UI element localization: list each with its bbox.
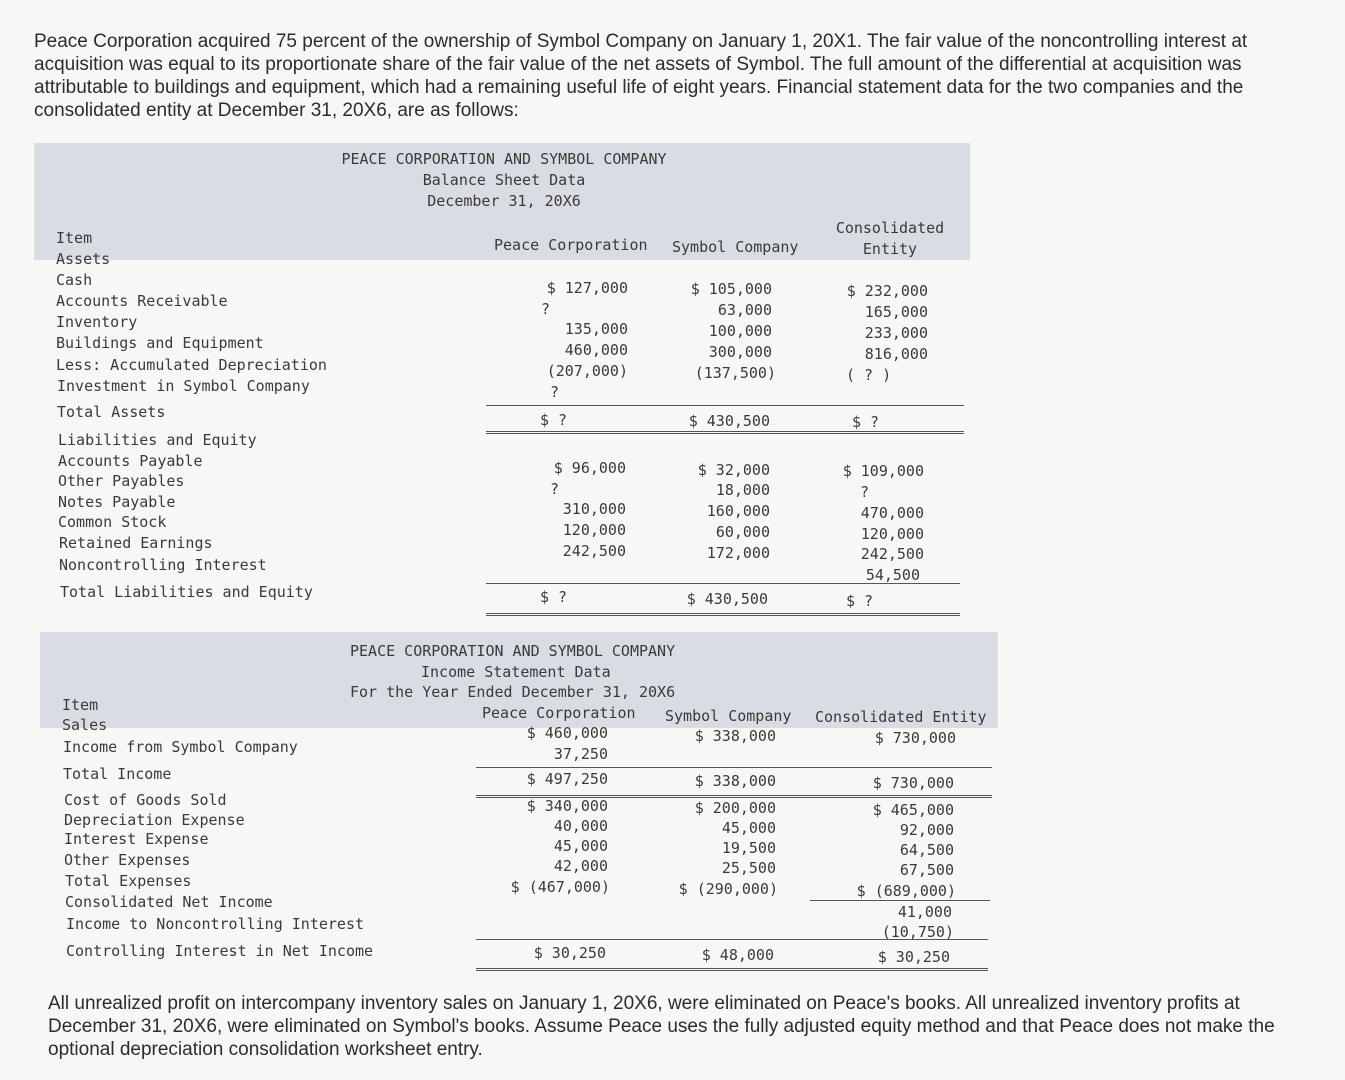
cell-peace: ? (541, 300, 551, 318)
is-subtitle: Income Statement Data (421, 663, 611, 681)
cell-peace: 37,250 (553, 745, 608, 763)
cell-peace: $ ? (540, 411, 568, 429)
cell-symbol: $ 105,000 (690, 280, 772, 298)
bs-assets-header: Assets (56, 250, 111, 268)
row-label: Less: Accumulated Depreciation (56, 356, 327, 374)
cell-consol: $ 465,000 (872, 801, 954, 819)
cell-symbol: $ 338,000 (694, 772, 776, 790)
cell-peace: $ 30,250 (533, 944, 606, 962)
cell-consol: $ ? (846, 592, 874, 610)
cell-symbol: $ (290,000) (678, 880, 778, 898)
cell-peace: 42,000 (553, 857, 608, 875)
cell-consol: 92,000 (899, 821, 954, 839)
row-label: Other Payables (58, 472, 185, 490)
rule (810, 900, 990, 901)
cell-consol: $ 109,000 (842, 462, 924, 480)
cell-peace: $ (467,000) (510, 878, 610, 896)
row-label: Interest Expense (64, 830, 209, 848)
cell-consol: ? (860, 483, 870, 501)
cell-peace: $ 460,000 (526, 724, 608, 742)
row-label: Inventory (56, 313, 138, 331)
row-label: Cost of Goods Sold (64, 791, 227, 809)
cell-consol: 67,500 (899, 861, 954, 879)
cell-symbol: 18,000 (715, 481, 770, 499)
bs-date: December 31, 20X6 (427, 192, 581, 210)
double-rule (486, 431, 964, 434)
row-label: Controlling Interest in Net Income (66, 942, 374, 960)
cell-consol: 64,500 (899, 841, 954, 859)
cell-symbol: $ 338,000 (694, 727, 776, 745)
cell-peace: 135,000 (564, 320, 628, 338)
cell-symbol: $ 430,500 (688, 412, 770, 430)
double-rule (476, 968, 988, 971)
cell-consol: $ 730,000 (872, 774, 954, 792)
bs-col-symbol: Symbol Company (672, 238, 799, 256)
cell-consol: 41,000 (897, 903, 952, 921)
row-label: Buildings and Equipment (56, 334, 264, 352)
rule (486, 405, 964, 406)
cell-symbol: 60,000 (715, 523, 770, 541)
row-label: Other Expenses (64, 851, 191, 869)
cell-peace: 40,000 (553, 817, 608, 835)
cell-symbol: 25,500 (721, 859, 776, 877)
cell-consol: ( ? ) (846, 366, 892, 384)
row-label: Total Expenses (65, 872, 192, 890)
bs-liab-header: Liabilities and Equity (58, 431, 257, 449)
row-label: Investment in Symbol Company (57, 377, 310, 395)
row-label: Income from Symbol Company (63, 738, 298, 756)
bs-col-peace: Peace Corporation (494, 236, 648, 254)
cell-symbol: 19,500 (721, 839, 776, 857)
cell-peace: 310,000 (562, 500, 626, 518)
cell-peace: (207,000) (546, 362, 628, 380)
bs-col-consol-2: Entity (862, 240, 918, 258)
cell-consol: 470,000 (860, 504, 924, 522)
cell-symbol: 172,000 (706, 544, 770, 562)
bs-subtitle: Balance Sheet Data (422, 171, 586, 189)
cell-consol: $ (689,000) (856, 882, 956, 900)
row-label: Total Assets (57, 403, 166, 421)
cell-peace: 460,000 (564, 341, 628, 359)
cell-peace: ? (550, 383, 560, 401)
bs-col-item: Item (56, 229, 93, 247)
cell-peace: ? (550, 480, 560, 498)
is-col-item: Item (62, 696, 99, 714)
cell-peace: $ 497,250 (526, 770, 608, 788)
cell-peace: $ 127,000 (546, 279, 628, 297)
row-label: Consolidated Net Income (65, 893, 273, 911)
rule (476, 767, 992, 768)
cell-consol: $ ? (852, 413, 880, 431)
cell-peace: 120,000 (562, 521, 626, 539)
problem-assumptions: All unrealized profit on intercompany inventory sales on January 1, 20X6, were eliminated on Peace's books. All unrealized inventory profits at December 31, 20X6, were eliminated on Symbol's books. Assume Peace uses the fully adjusted equity method and that Peace does not make the optional depreciation consolidation worksheet entry. (48, 993, 1275, 1060)
bs-title: PEACE CORPORATION AND SYMBOL COMPANY (341, 150, 667, 168)
cell-peace: 242,500 (562, 542, 626, 560)
row-label: Accounts Receivable (56, 292, 228, 310)
cell-symbol: 100,000 (708, 322, 772, 340)
cell-peace: $ ? (540, 588, 568, 606)
cell-symbol: $ 430,500 (686, 590, 768, 608)
row-label: Retained Earnings (59, 534, 213, 552)
row-label: Notes Payable (58, 493, 176, 511)
cell-symbol: 45,000 (721, 819, 776, 837)
rule (476, 939, 988, 940)
row-label: Common Stock (58, 513, 167, 531)
cell-consol: 816,000 (864, 345, 928, 363)
cell-symbol: 63,000 (717, 301, 772, 319)
cell-symbol: $ 48,000 (701, 946, 774, 964)
row-label: Depreciation Expense (64, 811, 245, 829)
double-rule (486, 613, 960, 616)
cell-peace: $ 96,000 (553, 459, 626, 477)
is-period: For the Year Ended December 31, 20X6 (350, 683, 676, 701)
cell-symbol: 300,000 (708, 343, 772, 361)
cell-consol: 54,500 (865, 566, 920, 584)
cell-symbol: 160,000 (706, 502, 770, 520)
cell-consol: $ 232,000 (846, 282, 928, 300)
cell-peace: $ 340,000 (526, 797, 608, 815)
row-label: Accounts Payable (58, 452, 203, 470)
cell-peace: 45,000 (553, 837, 608, 855)
row-label: Total Liabilities and Equity (60, 583, 313, 601)
cell-symbol: (137,500) (694, 364, 776, 382)
is-title: PEACE CORPORATION AND SYMBOL COMPANY (350, 642, 676, 660)
cell-consol: 165,000 (864, 303, 928, 321)
cell-consol: 233,000 (864, 324, 928, 342)
is-col-symbol: Symbol Company (665, 707, 792, 725)
row-label: Noncontrolling Interest (59, 556, 267, 574)
row-label: Cash (56, 271, 93, 289)
cell-symbol: $ 200,000 (694, 799, 776, 817)
rule (486, 583, 960, 584)
cell-consol: $ 730,000 (874, 729, 956, 747)
row-label: Sales (62, 716, 108, 734)
bs-col-consol-1: Consolidated (835, 219, 945, 237)
is-col-peace: Peace Corporation (482, 704, 636, 722)
row-label: Total Income (63, 765, 172, 783)
problem-intro: Peace Corporation acquired 75 percent of the ownership of Symbol Company on January 1, 20X1. The fair value of the noncontrolling interest at acquisition was equal to its proportionate share of the fair value of the net assets of Symbol. The full amount of the differential at acquisition was attributable to buildings and equipment, which had a remaining useful life of eight years. Financial statement data for the two companies and the consolidated entity at December 31, 20X6, are as follows: (34, 31, 1248, 121)
cell-symbol: $ 32,000 (697, 461, 770, 479)
cell-consol: 242,500 (860, 545, 924, 563)
cell-consol: (10,750) (881, 923, 954, 941)
cell-consol: $ 30,250 (877, 948, 950, 966)
cell-consol: 120,000 (860, 525, 924, 543)
row-label: Income to Noncontrolling Interest (66, 915, 365, 933)
is-col-consol: Consolidated Entity (815, 708, 987, 726)
